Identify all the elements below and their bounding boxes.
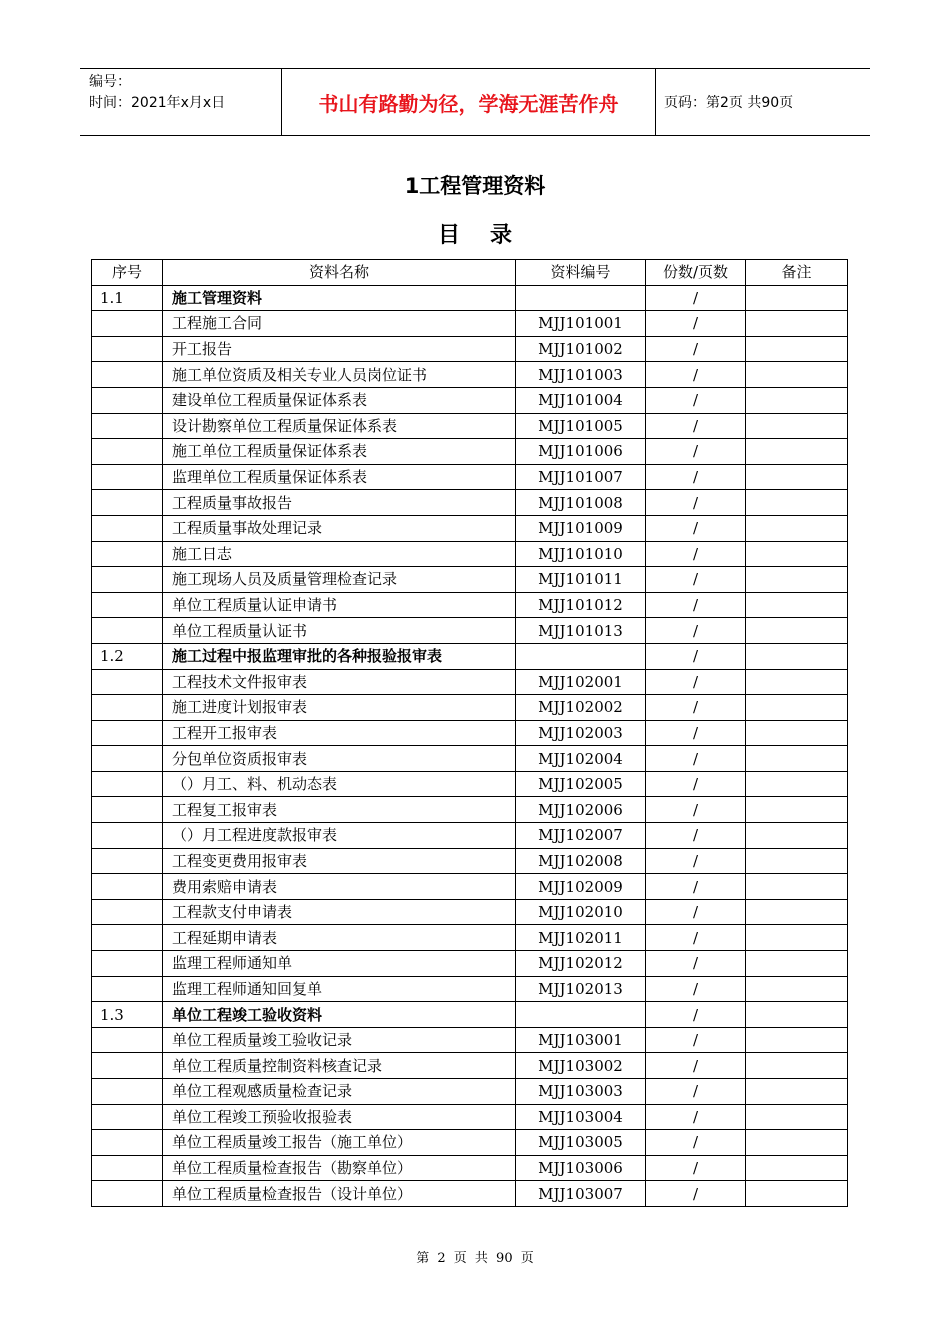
cell-seq <box>92 925 163 951</box>
table-row <box>92 413 848 439</box>
cell-count: / <box>646 925 746 951</box>
cell-code: MJJ101013 <box>516 618 646 644</box>
cell-note <box>746 464 848 490</box>
cell-seq <box>92 464 163 490</box>
column-header-count: 份数/页数 <box>646 260 746 286</box>
cell-seq <box>92 976 163 1002</box>
cell-note <box>746 720 848 746</box>
cell-count: / <box>646 541 746 567</box>
column-header-note: 备注 <box>746 260 848 286</box>
cell-code: MJJ102013 <box>516 976 646 1002</box>
cell-code <box>516 1002 646 1028</box>
table-row <box>92 797 848 823</box>
table-row <box>92 1027 848 1053</box>
cell-code: MJJ103002 <box>516 1053 646 1079</box>
cell-note <box>746 1002 848 1028</box>
cell-count: / <box>646 1053 746 1079</box>
cell-seq <box>92 336 163 362</box>
table-row <box>92 1053 848 1079</box>
cell-note <box>746 643 848 669</box>
cell-note <box>746 925 848 951</box>
table-row <box>92 464 848 490</box>
cell-name: 单位工程竣工预验收报验表 <box>163 1104 516 1130</box>
cell-count: / <box>646 1002 746 1028</box>
cell-count: / <box>646 848 746 874</box>
cell-name: 工程施工合同 <box>163 311 516 337</box>
column-header-code: 资料编号 <box>516 260 646 286</box>
table-row <box>92 1079 848 1105</box>
cell-code: MJJ102007 <box>516 823 646 849</box>
cell-seq <box>92 771 163 797</box>
cell-seq <box>92 746 163 772</box>
page-header <box>80 68 870 136</box>
table-row <box>92 515 848 541</box>
cell-name: 施工单位工程质量保证体系表 <box>163 439 516 465</box>
cell-note <box>746 336 848 362</box>
cell-code: MJJ102003 <box>516 720 646 746</box>
cell-code: MJJ103005 <box>516 1130 646 1156</box>
table-row <box>92 541 848 567</box>
cell-name: 单位工程质量认证书 <box>163 618 516 644</box>
cell-code: MJJ101002 <box>516 336 646 362</box>
cell-name: （）月工程进度款报审表 <box>163 823 516 849</box>
cell-note <box>746 797 848 823</box>
cell-seq <box>92 413 163 439</box>
cell-count: / <box>646 464 746 490</box>
cell-note <box>746 541 848 567</box>
cell-code: MJJ102006 <box>516 797 646 823</box>
cell-count: / <box>646 720 746 746</box>
table-row <box>92 669 848 695</box>
document-title: 1工程管理资料 <box>404 174 546 198</box>
cell-note <box>746 515 848 541</box>
table-row <box>92 1130 848 1156</box>
cell-note <box>746 695 848 721</box>
cell-note <box>746 976 848 1002</box>
cell-code: MJJ101005 <box>516 413 646 439</box>
cell-code: MJJ101008 <box>516 490 646 516</box>
cell-seq <box>92 618 163 644</box>
cell-seq <box>92 823 163 849</box>
cell-code: MJJ101006 <box>516 439 646 465</box>
cell-note <box>746 1079 848 1105</box>
cell-count: / <box>646 1155 746 1181</box>
cell-count: / <box>646 515 746 541</box>
cell-name: 监理工程师通知单 <box>163 951 516 977</box>
cell-code: MJJ101012 <box>516 592 646 618</box>
cell-code: MJJ102005 <box>516 771 646 797</box>
cell-seq <box>92 1130 163 1156</box>
cell-name: 监理工程师通知回复单 <box>163 976 516 1002</box>
cell-seq <box>92 541 163 567</box>
cell-note <box>746 311 848 337</box>
cell-note <box>746 1104 848 1130</box>
cell-code <box>516 285 646 311</box>
cell-name: 单位工程质量控制资料核查记录 <box>163 1053 516 1079</box>
cell-note <box>746 669 848 695</box>
cell-seq <box>92 848 163 874</box>
cell-seq <box>92 1155 163 1181</box>
cell-note <box>746 490 848 516</box>
section-row <box>92 643 848 669</box>
cell-seq <box>92 669 163 695</box>
cell-name: 单位工程质量检查报告（设计单位） <box>163 1181 516 1207</box>
cell-seq: 1.1 <box>92 285 163 311</box>
cell-code: MJJ101011 <box>516 567 646 593</box>
cell-code: MJJ102009 <box>516 874 646 900</box>
cell-code: MJJ102011 <box>516 925 646 951</box>
cell-code: MJJ102002 <box>516 695 646 721</box>
cell-code: MJJ101007 <box>516 464 646 490</box>
cell-count: / <box>646 1181 746 1207</box>
cell-count: / <box>646 413 746 439</box>
cell-code: MJJ102004 <box>516 746 646 772</box>
table-row <box>92 848 848 874</box>
cell-count: / <box>646 669 746 695</box>
cell-seq <box>92 387 163 413</box>
table-row <box>92 336 848 362</box>
cell-count: / <box>646 746 746 772</box>
cell-note <box>746 439 848 465</box>
cell-seq <box>92 1027 163 1053</box>
cell-name: 单位工程观感质量检查记录 <box>163 1079 516 1105</box>
table-row <box>92 899 848 925</box>
table-row <box>92 618 848 644</box>
header-page-info: 页码：第2页 共90页 <box>664 95 794 111</box>
cell-code: MJJ101009 <box>516 515 646 541</box>
cell-note <box>746 1053 848 1079</box>
cell-note <box>746 285 848 311</box>
header-number-label: 编号： <box>89 74 131 90</box>
cell-name: 建设单位工程质量保证体系表 <box>163 387 516 413</box>
cell-seq <box>92 490 163 516</box>
table-row <box>92 592 848 618</box>
cell-note <box>746 746 848 772</box>
cell-code: MJJ103003 <box>516 1079 646 1105</box>
cell-code: MJJ101003 <box>516 362 646 388</box>
cell-note <box>746 874 848 900</box>
cell-name: 工程款支付申请表 <box>163 899 516 925</box>
table-row <box>92 823 848 849</box>
toc-table <box>91 259 848 1207</box>
cell-code: MJJ103001 <box>516 1027 646 1053</box>
cell-count: / <box>646 823 746 849</box>
cell-seq <box>92 899 163 925</box>
cell-count: / <box>646 285 746 311</box>
cell-count: / <box>646 976 746 1002</box>
cell-note <box>746 823 848 849</box>
cell-seq <box>92 951 163 977</box>
cell-name: 单位工程质量竣工验收记录 <box>163 1027 516 1053</box>
cell-seq <box>92 592 163 618</box>
cell-seq <box>92 874 163 900</box>
cell-count: / <box>646 1104 746 1130</box>
cell-name: 单位工程质量认证申请书 <box>163 592 516 618</box>
cell-name: 单位工程质量检查报告（勘察单位） <box>163 1155 516 1181</box>
table-row <box>92 874 848 900</box>
cell-name: 施工日志 <box>163 541 516 567</box>
cell-seq <box>92 362 163 388</box>
cell-code: MJJ102001 <box>516 669 646 695</box>
cell-seq <box>92 515 163 541</box>
table-row <box>92 439 848 465</box>
table-row <box>92 771 848 797</box>
table-header-row <box>92 260 848 286</box>
cell-note <box>746 1155 848 1181</box>
toc-title: 目录 <box>437 223 542 248</box>
cell-code <box>516 643 646 669</box>
cell-count: / <box>646 899 746 925</box>
cell-count: / <box>646 592 746 618</box>
cell-note <box>746 1181 848 1207</box>
cell-name: 设计勘察单位工程质量保证体系表 <box>163 413 516 439</box>
header-date-label: 时间：2021年x月x日 <box>89 95 226 111</box>
cell-count: / <box>646 387 746 413</box>
cell-note <box>746 413 848 439</box>
header-motto: 书山有路勤为径，学海无涯苦作舟 <box>282 69 656 135</box>
table-row <box>92 362 848 388</box>
cell-name: 施工现场人员及质量管理检查记录 <box>163 567 516 593</box>
cell-name: 工程开工报审表 <box>163 720 516 746</box>
table-row <box>92 490 848 516</box>
table-row <box>92 746 848 772</box>
cell-note <box>746 618 848 644</box>
column-header-seq: 序号 <box>92 260 163 286</box>
cell-count: / <box>646 567 746 593</box>
table-row <box>92 951 848 977</box>
cell-count: / <box>646 695 746 721</box>
cell-name: 施工过程中报监理审批的各种报验报审表 <box>163 643 516 669</box>
cell-seq <box>92 797 163 823</box>
cell-count: / <box>646 618 746 644</box>
cell-seq <box>92 1181 163 1207</box>
section-row <box>92 285 848 311</box>
table-row <box>92 1181 848 1207</box>
cell-note <box>746 899 848 925</box>
cell-code: MJJ103006 <box>516 1155 646 1181</box>
table-row <box>92 925 848 951</box>
cell-seq <box>92 439 163 465</box>
cell-name: （）月工、料、机动态表 <box>163 771 516 797</box>
cell-note <box>746 387 848 413</box>
column-header-name: 资料名称 <box>163 260 516 286</box>
cell-name: 工程质量事故报告 <box>163 490 516 516</box>
cell-seq <box>92 1053 163 1079</box>
cell-note <box>746 1027 848 1053</box>
page-footer: 第 2 页 共 90 页 <box>416 1251 534 1266</box>
cell-count: / <box>646 1027 746 1053</box>
cell-count: / <box>646 643 746 669</box>
cell-code: MJJ101004 <box>516 387 646 413</box>
cell-seq <box>92 695 163 721</box>
cell-count: / <box>646 490 746 516</box>
cell-code: MJJ102010 <box>516 899 646 925</box>
cell-seq <box>92 311 163 337</box>
cell-code: MJJ102012 <box>516 951 646 977</box>
cell-count: / <box>646 362 746 388</box>
cell-name: 分包单位资质报审表 <box>163 746 516 772</box>
cell-name: 工程质量事故处理记录 <box>163 515 516 541</box>
cell-count: / <box>646 797 746 823</box>
table-row <box>92 1104 848 1130</box>
cell-seq: 1.3 <box>92 1002 163 1028</box>
cell-name: 监理单位工程质量保证体系表 <box>163 464 516 490</box>
cell-count: / <box>646 439 746 465</box>
cell-count: / <box>646 1079 746 1105</box>
cell-seq <box>92 1079 163 1105</box>
cell-note <box>746 1130 848 1156</box>
cell-code: MJJ103004 <box>516 1104 646 1130</box>
cell-seq <box>92 720 163 746</box>
cell-name: 工程技术文件报审表 <box>163 669 516 695</box>
table-row <box>92 976 848 1002</box>
cell-name: 工程延期申请表 <box>163 925 516 951</box>
cell-name: 施工进度计划报审表 <box>163 695 516 721</box>
cell-code: MJJ101001 <box>516 311 646 337</box>
cell-note <box>746 771 848 797</box>
cell-name: 工程变更费用报审表 <box>163 848 516 874</box>
table-row <box>92 720 848 746</box>
cell-count: / <box>646 1130 746 1156</box>
table-row <box>92 311 848 337</box>
table-row <box>92 1155 848 1181</box>
cell-name: 工程复工报审表 <box>163 797 516 823</box>
cell-code: MJJ103007 <box>516 1181 646 1207</box>
header-meta <box>80 69 282 135</box>
cell-note <box>746 951 848 977</box>
cell-count: / <box>646 311 746 337</box>
cell-name: 开工报告 <box>163 336 516 362</box>
cell-count: / <box>646 771 746 797</box>
cell-count: / <box>646 336 746 362</box>
cell-note <box>746 592 848 618</box>
cell-note <box>746 362 848 388</box>
cell-count: / <box>646 951 746 977</box>
cell-note <box>746 567 848 593</box>
table-row <box>92 387 848 413</box>
cell-name: 施工管理资料 <box>163 285 516 311</box>
cell-code: MJJ101010 <box>516 541 646 567</box>
cell-name: 单位工程质量竣工报告（施工单位） <box>163 1130 516 1156</box>
cell-count: / <box>646 874 746 900</box>
table-row <box>92 567 848 593</box>
cell-code: MJJ102008 <box>516 848 646 874</box>
cell-name: 施工单位资质及相关专业人员岗位证书 <box>163 362 516 388</box>
cell-name: 费用索赔申请表 <box>163 874 516 900</box>
table-row <box>92 695 848 721</box>
cell-seq <box>92 567 163 593</box>
section-row <box>92 1002 848 1028</box>
cell-seq <box>92 1104 163 1130</box>
cell-seq: 1.2 <box>92 643 163 669</box>
cell-note <box>746 848 848 874</box>
cell-name: 单位工程竣工验收资料 <box>163 1002 516 1028</box>
